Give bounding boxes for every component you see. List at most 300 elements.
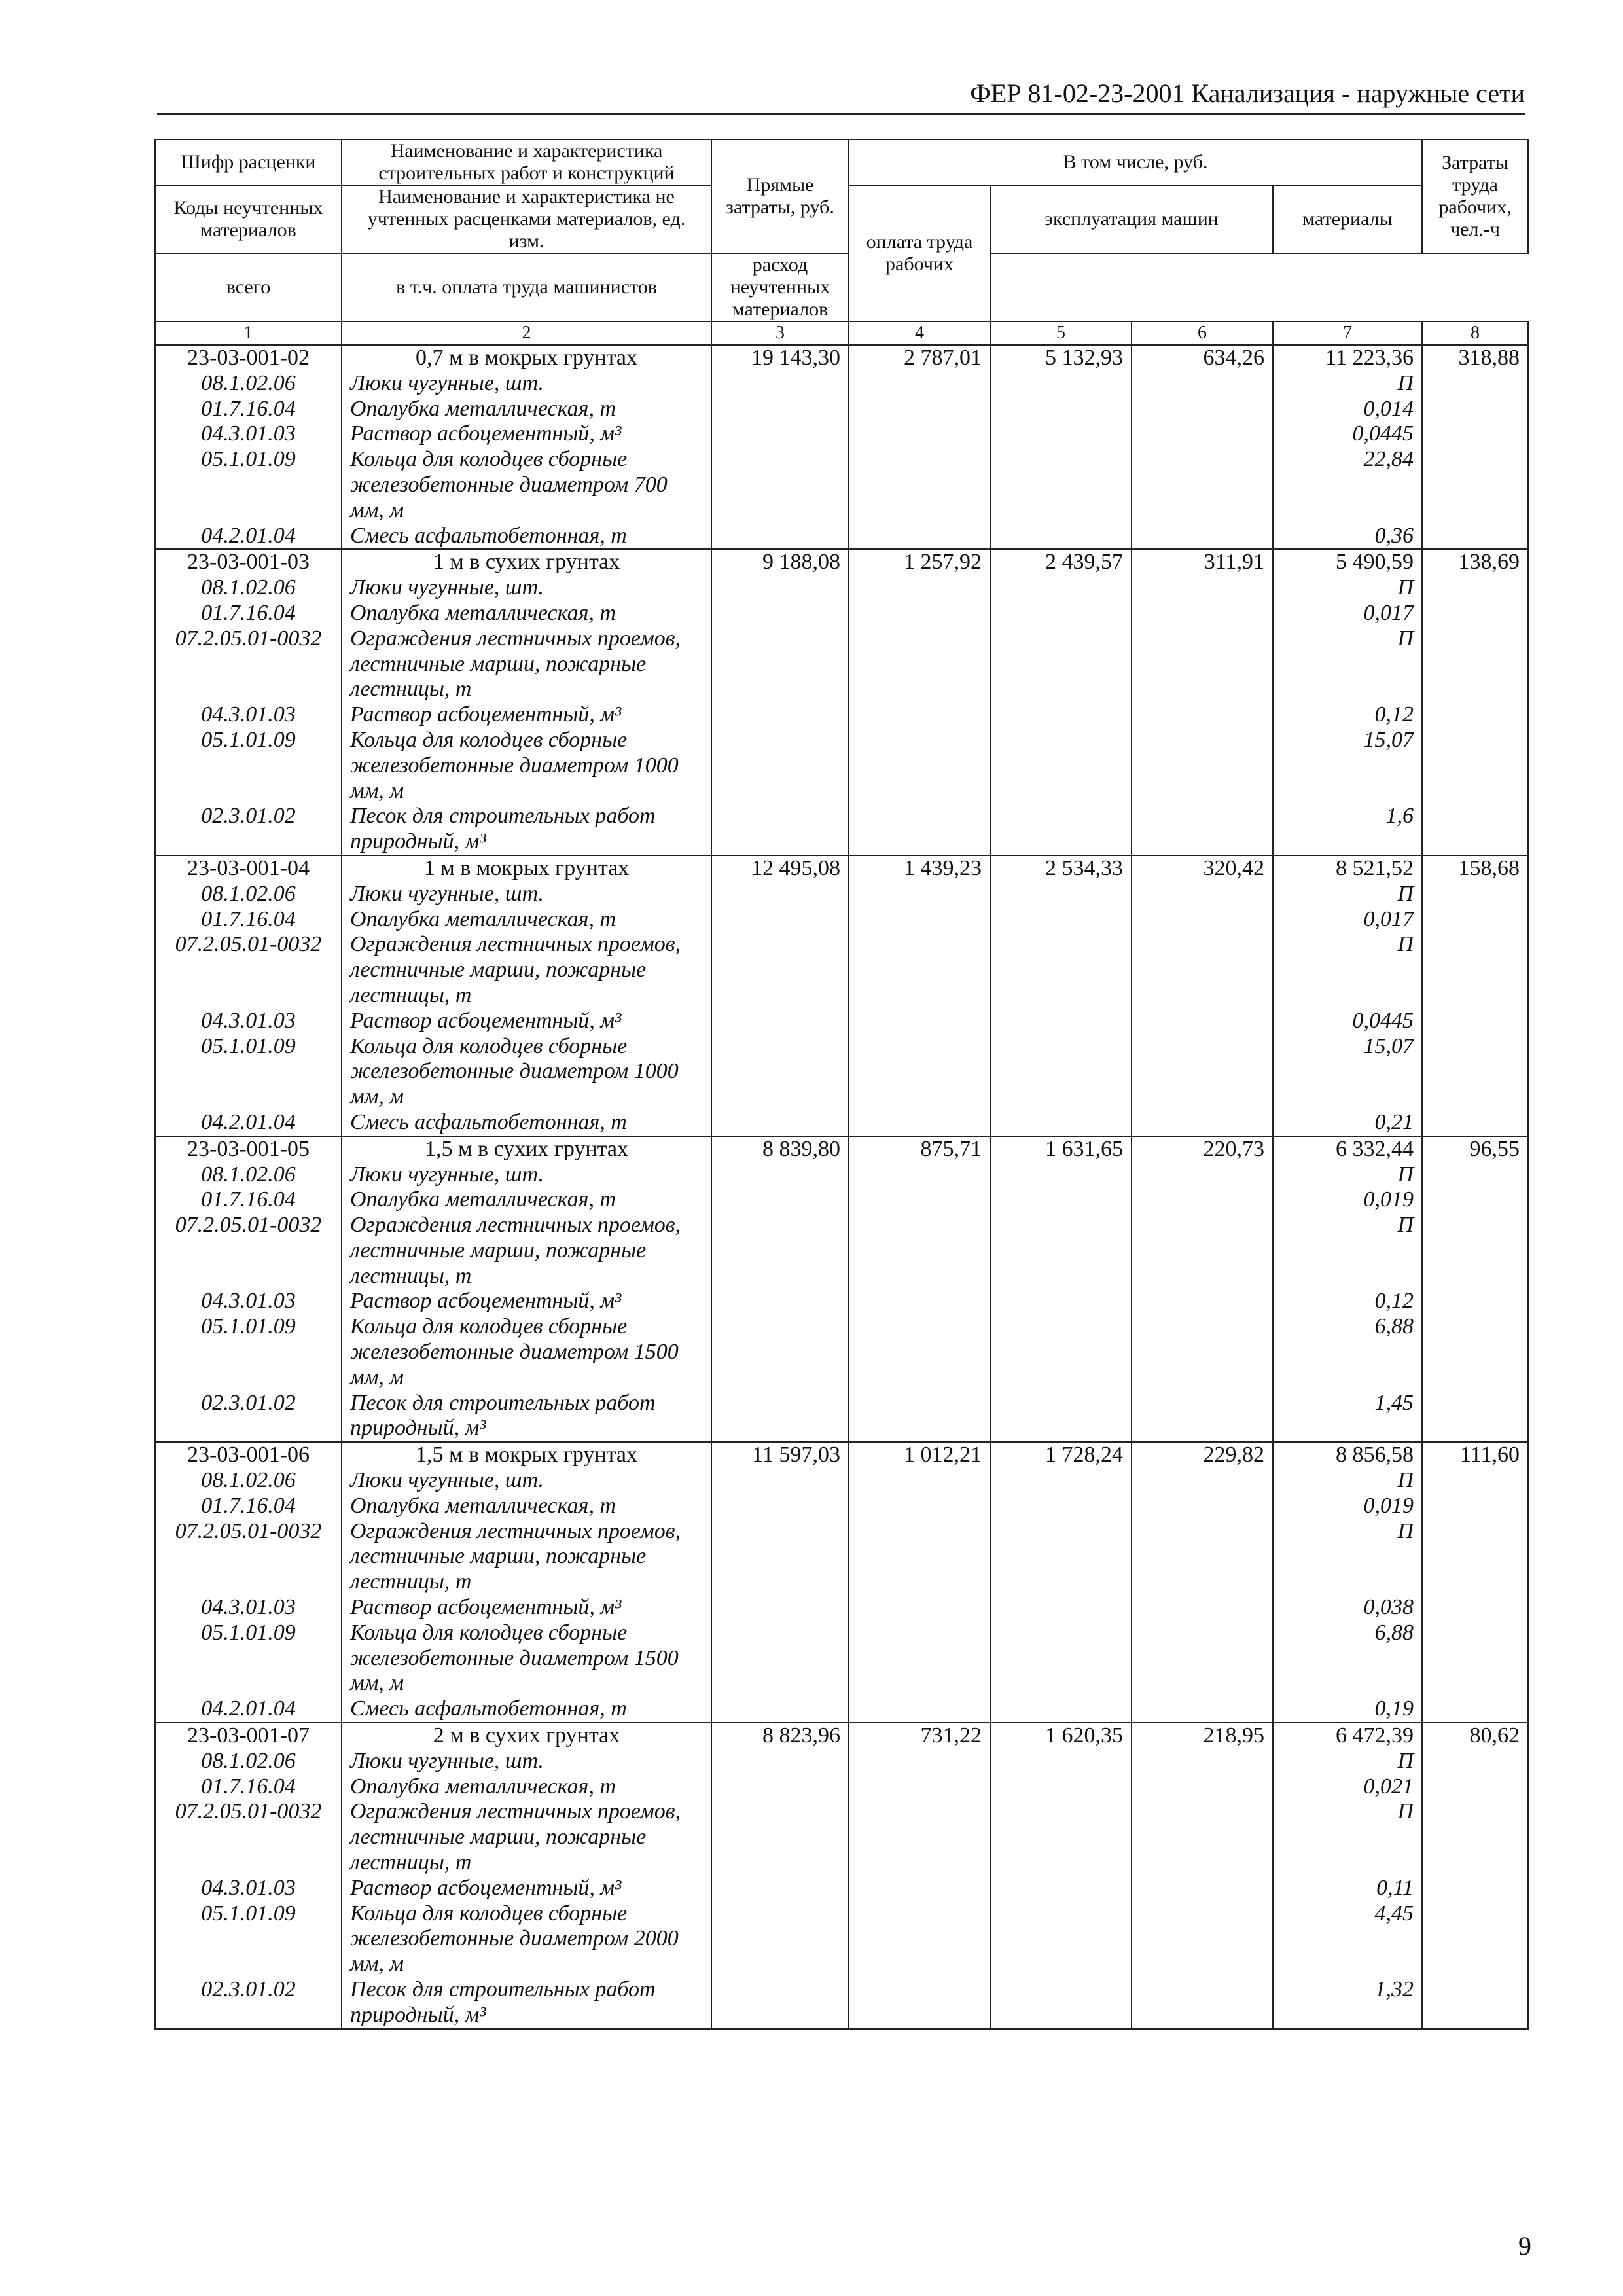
material-code: 01.7.16.04 — [155, 1774, 342, 1800]
material-code: 07.2.05.01-0032 — [155, 1519, 342, 1595]
empty-cell — [1132, 397, 1273, 422]
header-unaccounted-materials: расход неучтенных материалов — [711, 253, 849, 321]
rate-row — [155, 345, 1528, 371]
material-code: 04.3.01.03 — [155, 1876, 342, 1901]
empty-cell — [711, 1162, 849, 1188]
machines-total: 1 728,24 — [990, 1442, 1132, 1468]
material-code: 01.7.16.04 — [155, 1494, 342, 1519]
empty-cell — [1422, 1595, 1528, 1621]
empty-cell — [849, 1110, 990, 1136]
material-consumption: 1,6 — [1273, 804, 1422, 855]
machines-total: 1 620,35 — [990, 1723, 1132, 1749]
empty-cell — [849, 932, 990, 1008]
empty-cell — [1422, 524, 1528, 550]
rate-code: 23-03-001-05 — [155, 1136, 342, 1162]
empty-cell — [849, 1901, 990, 1977]
empty-cell — [990, 1494, 1132, 1519]
empty-cell — [1132, 804, 1273, 855]
empty-cell — [849, 882, 990, 907]
material-consumption: 1,32 — [1273, 1977, 1422, 2029]
empty-cell — [1132, 1162, 1273, 1188]
header-materials: материалы — [1273, 185, 1422, 253]
labor-hours: 80,62 — [1422, 1723, 1528, 1749]
empty-cell — [990, 1187, 1132, 1213]
material-code: 05.1.01.09 — [155, 728, 342, 804]
material-consumption: П — [1273, 1213, 1422, 1289]
material-row — [155, 397, 1528, 422]
rate-code: 23-03-001-04 — [155, 855, 342, 882]
material-code: 02.3.01.02 — [155, 804, 342, 855]
material-consumption: П — [1273, 575, 1422, 601]
price-table-container — [154, 139, 1527, 2030]
empty-cell — [711, 1468, 849, 1494]
empty-cell — [990, 524, 1132, 550]
header-material-names: Наименование и характеристика не учтенных расценками материалов, ед. изм. — [342, 185, 711, 253]
empty-cell — [1422, 1162, 1528, 1188]
empty-cell — [711, 932, 849, 1008]
material-code: 05.1.01.09 — [155, 1314, 342, 1390]
empty-cell — [990, 1621, 1132, 1696]
material-code: 04.3.01.03 — [155, 1009, 342, 1034]
empty-cell — [1422, 1314, 1528, 1390]
empty-cell — [1132, 575, 1273, 601]
material-consumption: П — [1273, 1162, 1422, 1188]
header-machines: эксплуатация машин — [990, 185, 1273, 253]
material-row — [155, 1009, 1528, 1034]
rate-code: 23-03-001-06 — [155, 1442, 342, 1468]
material-name: Кольца для колодцев сборные железобетонные диаметром 700 мм, м — [342, 447, 711, 523]
table-body — [155, 345, 1528, 2029]
empty-cell — [849, 702, 990, 728]
work-name: 1,5 м в сухих грунтах — [342, 1136, 711, 1162]
material-consumption: 0,0445 — [1273, 1009, 1422, 1034]
material-row — [155, 422, 1528, 447]
direct-costs: 11 597,03 — [711, 1442, 849, 1468]
empty-cell — [711, 447, 849, 523]
material-consumption: 0,017 — [1273, 907, 1422, 933]
material-row — [155, 1187, 1528, 1213]
empty-cell — [990, 1009, 1132, 1034]
material-consumption: П — [1273, 626, 1422, 702]
empty-cell — [711, 1749, 849, 1774]
empty-cell — [711, 1621, 849, 1696]
material-name: Кольца для колодцев сборные железобетонные диаметром 1500 мм, м — [342, 1621, 711, 1696]
empty-cell — [1422, 1110, 1528, 1136]
empty-cell — [1132, 1468, 1273, 1494]
empty-cell — [1132, 626, 1273, 702]
empty-cell — [711, 882, 849, 907]
material-row — [155, 447, 1528, 523]
material-name: Опалубка металлическая, т — [342, 397, 711, 422]
material-row — [155, 1749, 1528, 1774]
material-consumption: 0,017 — [1273, 601, 1422, 626]
empty-cell — [1132, 1314, 1273, 1390]
empty-cell — [1422, 804, 1528, 855]
column-number: 2 — [342, 321, 711, 345]
empty-cell — [849, 804, 990, 855]
material-name: Песок для строительных работ природный, м³ — [342, 1977, 711, 2029]
empty-cell — [990, 601, 1132, 626]
empty-cell — [990, 1519, 1132, 1595]
materials-cost: 6 472,39 — [1273, 1723, 1422, 1749]
material-code: 04.3.01.03 — [155, 422, 342, 447]
empty-cell — [1422, 1187, 1528, 1213]
machines-total: 1 631,65 — [990, 1136, 1132, 1162]
empty-cell — [1132, 422, 1273, 447]
material-name: Люки чугунные, шт. — [342, 1749, 711, 1774]
empty-cell — [1422, 575, 1528, 601]
material-consumption: П — [1273, 882, 1422, 907]
empty-cell — [1132, 1799, 1273, 1875]
materials-cost: 6 332,44 — [1273, 1136, 1422, 1162]
empty-cell — [1132, 1213, 1273, 1289]
empty-cell — [849, 1289, 990, 1314]
empty-cell — [990, 1213, 1132, 1289]
empty-cell — [1422, 882, 1528, 907]
rate-row — [155, 855, 1528, 882]
rate-row — [155, 1136, 1528, 1162]
material-consumption: 0,014 — [1273, 397, 1422, 422]
empty-cell — [990, 1162, 1132, 1188]
material-name: Ограждения лестничных проемов, лестничные марши, пожарные лестницы, т — [342, 932, 711, 1008]
empty-cell — [1422, 1621, 1528, 1696]
empty-cell — [849, 601, 990, 626]
material-row — [155, 1391, 1528, 1443]
material-consumption: П — [1273, 1519, 1422, 1595]
material-consumption: 1,45 — [1273, 1391, 1422, 1443]
material-name: Опалубка металлическая, т — [342, 907, 711, 933]
labor-pay: 875,71 — [849, 1136, 990, 1162]
empty-cell — [1422, 1034, 1528, 1110]
rate-code: 23-03-001-07 — [155, 1723, 342, 1749]
material-code: 02.3.01.02 — [155, 1391, 342, 1443]
empty-cell — [849, 1468, 990, 1494]
empty-cell — [1422, 1391, 1528, 1443]
empty-cell — [1132, 1621, 1273, 1696]
price-table — [154, 139, 1529, 2030]
empty-cell — [711, 1187, 849, 1213]
labor-hours: 318,88 — [1422, 345, 1528, 371]
empty-cell — [849, 1162, 990, 1188]
material-consumption: 6,88 — [1273, 1621, 1422, 1696]
material-code: 05.1.01.09 — [155, 1901, 342, 1977]
empty-cell — [990, 1110, 1132, 1136]
material-code: 08.1.02.06 — [155, 1468, 342, 1494]
empty-cell — [990, 1696, 1132, 1723]
empty-cell — [1422, 1799, 1528, 1875]
material-row — [155, 601, 1528, 626]
empty-cell — [1422, 422, 1528, 447]
material-code: 01.7.16.04 — [155, 601, 342, 626]
labor-pay: 731,22 — [849, 1723, 990, 1749]
empty-cell — [1132, 524, 1273, 550]
column-number: 8 — [1422, 321, 1528, 345]
material-code: 04.3.01.03 — [155, 702, 342, 728]
page-number: 9 — [1518, 2231, 1531, 2261]
empty-cell — [990, 1595, 1132, 1621]
empty-cell — [849, 1621, 990, 1696]
rate-row — [155, 1723, 1528, 1749]
material-code: 04.3.01.03 — [155, 1595, 342, 1621]
empty-cell — [1132, 1034, 1273, 1110]
direct-costs: 19 143,30 — [711, 345, 849, 371]
empty-cell — [990, 1901, 1132, 1977]
empty-cell — [711, 371, 849, 397]
material-code: 08.1.02.06 — [155, 1162, 342, 1188]
empty-cell — [849, 1213, 990, 1289]
empty-cell — [990, 1034, 1132, 1110]
material-code: 04.2.01.04 — [155, 1696, 342, 1723]
empty-cell — [1132, 907, 1273, 933]
empty-cell — [1132, 728, 1273, 804]
empty-cell — [990, 1391, 1132, 1443]
material-consumption: 0,11 — [1273, 1876, 1422, 1901]
material-code: 07.2.05.01-0032 — [155, 932, 342, 1008]
material-code: 02.3.01.02 — [155, 1977, 342, 2029]
empty-cell — [711, 728, 849, 804]
empty-cell — [990, 1314, 1132, 1390]
material-consumption: П — [1273, 1749, 1422, 1774]
empty-cell — [711, 1799, 849, 1875]
empty-cell — [1132, 932, 1273, 1008]
material-code: 07.2.05.01-0032 — [155, 1213, 342, 1289]
empty-cell — [711, 1595, 849, 1621]
machine-operators-pay: 229,82 — [1132, 1442, 1273, 1468]
empty-cell — [711, 1314, 849, 1390]
material-name: Опалубка металлическая, т — [342, 1494, 711, 1519]
empty-cell — [990, 1977, 1132, 2029]
empty-cell — [990, 1774, 1132, 1800]
material-name: Люки чугунные, шт. — [342, 882, 711, 907]
empty-cell — [990, 702, 1132, 728]
material-row — [155, 1034, 1528, 1110]
empty-cell — [849, 1696, 990, 1723]
empty-cell — [990, 1749, 1132, 1774]
material-code: 07.2.05.01-0032 — [155, 1799, 342, 1875]
rate-code: 23-03-001-02 — [155, 345, 342, 371]
material-consumption: П — [1273, 371, 1422, 397]
machines-total: 2 439,57 — [990, 549, 1132, 575]
empty-cell — [1422, 1213, 1528, 1289]
labor-hours: 96,55 — [1422, 1136, 1528, 1162]
material-code: 05.1.01.09 — [155, 1034, 342, 1110]
material-name: Смесь асфальтобетонная, т — [342, 1696, 711, 1723]
material-row — [155, 1110, 1528, 1136]
empty-cell — [849, 371, 990, 397]
material-name: Ограждения лестничных проемов, лестничные марши, пожарные лестницы, т — [342, 1799, 711, 1875]
empty-cell — [990, 626, 1132, 702]
material-code: 04.2.01.04 — [155, 524, 342, 550]
material-row — [155, 626, 1528, 702]
empty-cell — [711, 907, 849, 933]
material-code: 01.7.16.04 — [155, 907, 342, 933]
empty-cell — [711, 422, 849, 447]
material-row — [155, 1901, 1528, 1977]
empty-cell — [711, 804, 849, 855]
empty-cell — [1132, 371, 1273, 397]
empty-cell — [849, 1977, 990, 2029]
empty-cell — [849, 1187, 990, 1213]
work-name: 1 м в сухих грунтах — [342, 549, 711, 575]
empty-cell — [990, 1289, 1132, 1314]
empty-cell — [1132, 601, 1273, 626]
material-code: 08.1.02.06 — [155, 575, 342, 601]
material-consumption: 6,88 — [1273, 1314, 1422, 1390]
empty-cell — [1422, 728, 1528, 804]
header-labor-pay: оплата труда рабочих — [849, 185, 990, 321]
empty-cell — [990, 575, 1132, 601]
material-consumption: 0,019 — [1273, 1494, 1422, 1519]
empty-cell — [990, 728, 1132, 804]
header-work-name: Наименование и характеристика строительных работ и конструкций — [342, 139, 711, 185]
empty-cell — [990, 907, 1132, 933]
material-name: Раствор асбоцементный, м³ — [342, 1595, 711, 1621]
empty-cell — [1422, 397, 1528, 422]
machine-operators-pay: 634,26 — [1132, 345, 1273, 371]
labor-hours: 138,69 — [1422, 549, 1528, 575]
material-name: Кольца для колодцев сборные железобетонные диаметром 1500 мм, м — [342, 1314, 711, 1390]
material-consumption: 0,36 — [1273, 524, 1422, 550]
material-name: Кольца для колодцев сборные железобетонные диаметром 1000 мм, м — [342, 728, 711, 804]
empty-cell — [1422, 1494, 1528, 1519]
material-row — [155, 1213, 1528, 1289]
empty-cell — [990, 882, 1132, 907]
header-rate-code: Шифр расценки — [155, 139, 342, 185]
empty-cell — [711, 1901, 849, 1977]
material-consumption: П — [1273, 932, 1422, 1008]
material-row — [155, 907, 1528, 933]
empty-cell — [849, 1314, 990, 1390]
empty-cell — [1422, 371, 1528, 397]
rate-code: 23-03-001-03 — [155, 549, 342, 575]
empty-cell — [711, 1391, 849, 1443]
column-number: 6 — [1132, 321, 1273, 345]
empty-cell — [711, 1034, 849, 1110]
empty-cell — [1132, 1391, 1273, 1443]
empty-cell — [1422, 907, 1528, 933]
material-consumption: 15,07 — [1273, 1034, 1422, 1110]
material-row — [155, 882, 1528, 907]
material-row — [155, 804, 1528, 855]
work-name: 1 м в мокрых грунтах — [342, 855, 711, 882]
materials-cost: 11 223,36 — [1273, 345, 1422, 371]
material-row — [155, 575, 1528, 601]
empty-cell — [711, 397, 849, 422]
material-code: 07.2.05.01-0032 — [155, 626, 342, 702]
empty-cell — [711, 702, 849, 728]
empty-cell — [990, 422, 1132, 447]
material-row — [155, 1595, 1528, 1621]
empty-cell — [1132, 1289, 1273, 1314]
material-name: Песок для строительных работ природный, м³ — [342, 1391, 711, 1443]
material-name: Раствор асбоцементный, м³ — [342, 702, 711, 728]
material-row — [155, 932, 1528, 1008]
empty-cell — [849, 728, 990, 804]
material-consumption: 4,45 — [1273, 1901, 1422, 1977]
labor-hours: 158,68 — [1422, 855, 1528, 882]
material-row — [155, 1289, 1528, 1314]
empty-cell — [1422, 1468, 1528, 1494]
table-header — [155, 139, 1528, 345]
empty-cell — [849, 1391, 990, 1443]
material-consumption: П — [1273, 1799, 1422, 1875]
labor-pay: 1 439,23 — [849, 855, 990, 882]
machines-total: 2 534,33 — [990, 855, 1132, 882]
empty-cell — [711, 626, 849, 702]
empty-cell — [711, 575, 849, 601]
empty-cell — [1132, 1187, 1273, 1213]
material-consumption: 0,12 — [1273, 1289, 1422, 1314]
empty-cell — [849, 575, 990, 601]
empty-cell — [849, 1595, 990, 1621]
empty-cell — [711, 1289, 849, 1314]
material-code: 04.2.01.04 — [155, 1110, 342, 1136]
labor-hours: 111,60 — [1422, 1442, 1528, 1468]
material-row — [155, 1162, 1528, 1188]
empty-cell — [711, 1494, 849, 1519]
material-code: 08.1.02.06 — [155, 371, 342, 397]
rate-row — [155, 1442, 1528, 1468]
labor-pay: 1 012,21 — [849, 1442, 990, 1468]
empty-cell — [849, 1799, 990, 1875]
empty-cell — [1422, 1749, 1528, 1774]
material-consumption: 0,0445 — [1273, 422, 1422, 447]
material-consumption: 0,12 — [1273, 702, 1422, 728]
empty-cell — [711, 1876, 849, 1901]
empty-cell — [849, 626, 990, 702]
empty-cell — [1132, 1494, 1273, 1519]
running-header: ФЕР 81-02-23-2001 Канализация - наружные сети — [157, 77, 1525, 115]
labor-pay: 2 787,01 — [849, 345, 990, 371]
empty-cell — [849, 447, 990, 523]
header-machine-operators-pay: в т.ч. оплата труда машинистов — [342, 253, 711, 321]
empty-cell — [711, 1696, 849, 1723]
material-row — [155, 1774, 1528, 1800]
direct-costs: 9 188,08 — [711, 549, 849, 575]
work-name: 0,7 м в мокрых грунтах — [342, 345, 711, 371]
empty-cell — [1132, 1009, 1273, 1034]
column-number: 3 — [711, 321, 849, 345]
column-number: 1 — [155, 321, 342, 345]
empty-cell — [849, 524, 990, 550]
empty-cell — [1132, 702, 1273, 728]
rate-row — [155, 549, 1528, 575]
material-consumption: 0,21 — [1273, 1110, 1422, 1136]
machine-operators-pay: 218,95 — [1132, 1723, 1273, 1749]
material-row — [155, 728, 1528, 804]
empty-cell — [849, 397, 990, 422]
material-name: Опалубка металлическая, т — [342, 1187, 711, 1213]
material-code: 05.1.01.09 — [155, 1621, 342, 1696]
material-row — [155, 1621, 1528, 1696]
material-name: Кольца для колодцев сборные железобетонные диаметром 1000 мм, м — [342, 1034, 711, 1110]
material-row — [155, 1977, 1528, 2029]
header-material-codes: Коды неучтенных материалов — [155, 185, 342, 253]
material-name: Песок для строительных работ природный, м³ — [342, 804, 711, 855]
material-name: Раствор асбоцементный, м³ — [342, 1876, 711, 1901]
empty-cell — [1422, 447, 1528, 523]
material-name: Опалубка металлическая, т — [342, 1774, 711, 1800]
empty-cell — [1422, 702, 1528, 728]
machine-operators-pay: 311,91 — [1132, 549, 1273, 575]
empty-cell — [849, 422, 990, 447]
direct-costs: 8 823,96 — [711, 1723, 849, 1749]
material-consumption: 0,021 — [1273, 1774, 1422, 1800]
material-name: Люки чугунные, шт. — [342, 1162, 711, 1188]
material-consumption: 0,19 — [1273, 1696, 1422, 1723]
material-consumption: 15,07 — [1273, 728, 1422, 804]
empty-cell — [1132, 1901, 1273, 1977]
